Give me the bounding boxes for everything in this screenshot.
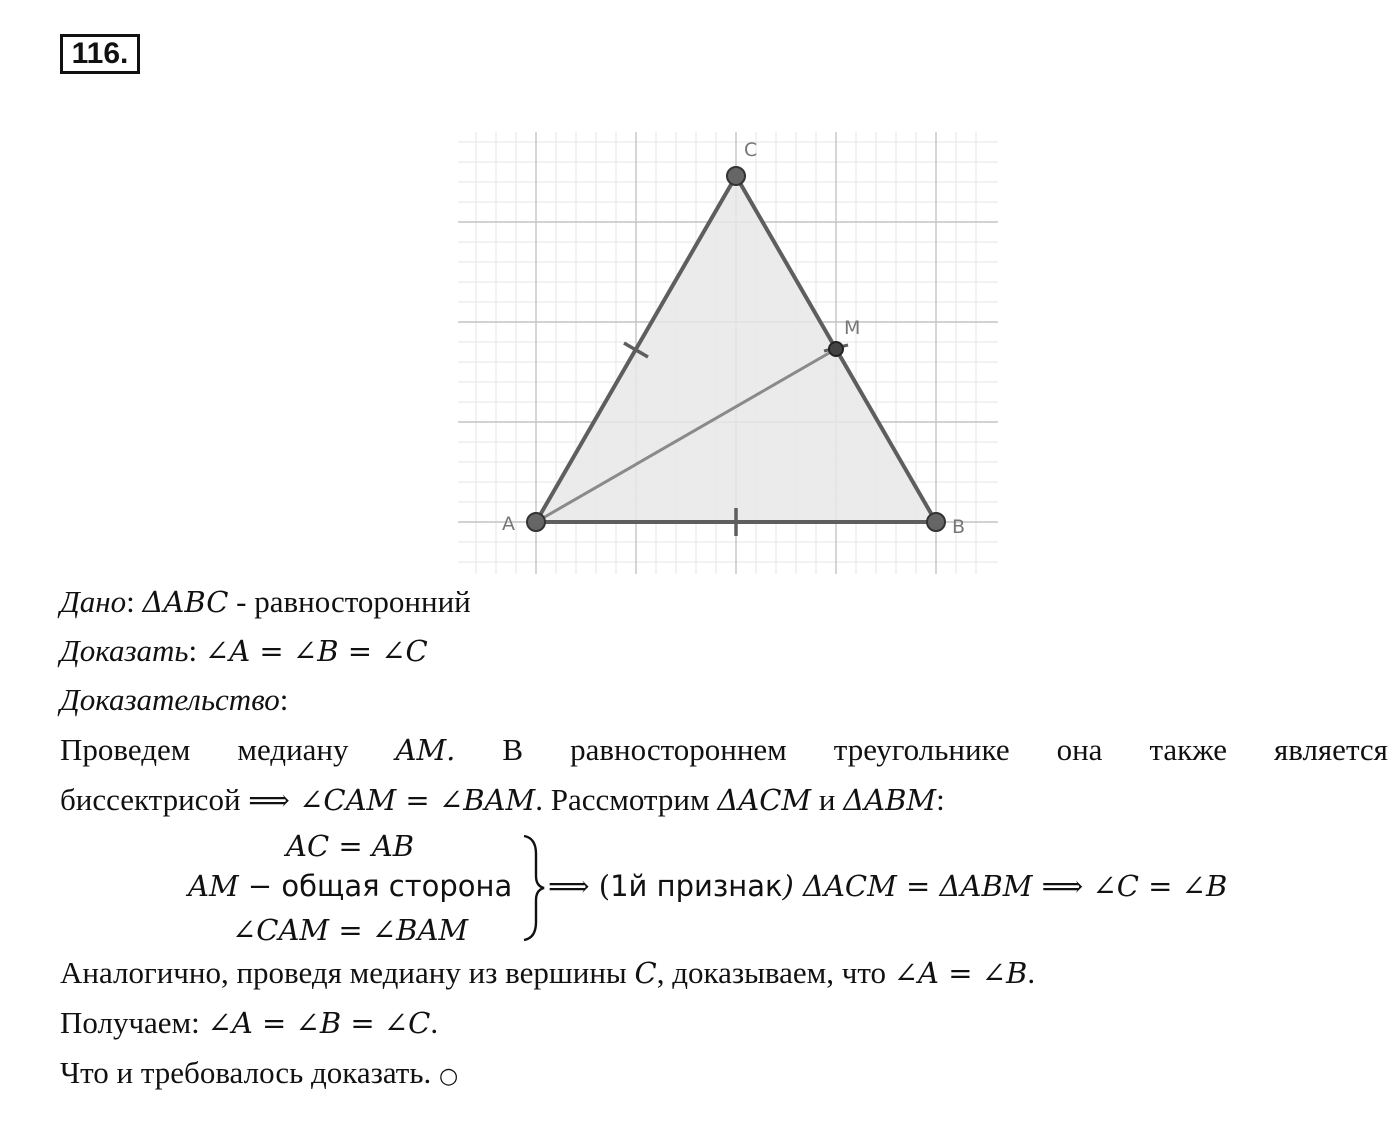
label-b: B — [952, 516, 966, 538]
prove-expr: ∠A = ∠B = ∠C — [204, 634, 428, 668]
label-a: A — [502, 513, 515, 535]
label-c: C — [744, 139, 758, 161]
problem-number: 116. — [60, 34, 140, 74]
qed-symbol: ○ — [439, 1064, 459, 1089]
system-row-1: AC = AB — [286, 829, 415, 863]
label-m: M — [844, 317, 861, 339]
system-row-2: AM − общая сторона — [188, 869, 513, 903]
proof-heading: Доказательство: — [60, 682, 289, 717]
given-label: Дано — [60, 584, 127, 619]
point-a — [527, 513, 545, 531]
result-line: Получаем: ∠A = ∠B = ∠C. — [60, 1005, 439, 1040]
point-b — [927, 513, 945, 531]
point-c — [727, 167, 745, 185]
system-row-3: ∠CAM = ∠BAM — [232, 913, 469, 947]
proof-paragraph-line2: биссектрисой ⟹ ∠CAM = ∠BAM. Рассмотрим ΔACM и ΔABM: — [60, 782, 945, 817]
qed-line — [60, 1053, 458, 1097]
system-conclusion: ⟹ (1й признак) ΔACM = ΔABM ⟹ ∠C = ∠B — [548, 869, 1228, 903]
given-expr: ΔABC — [142, 585, 229, 619]
prove-line: Доказать: ∠A = ∠B = ∠C — [60, 633, 428, 668]
proof-paragraph-line1: Проведем медиану AM. В равностороннем треугольнике она также является — [60, 732, 1388, 767]
qed-text: Что и требовалось доказать. — [60, 1055, 432, 1090]
given-text: - равносторонний — [228, 584, 471, 619]
given-line: Дано: ΔABC - равносторонний — [60, 584, 471, 619]
similar-line: Аналогично, проведя медиану из вершины C, доказываем, что ∠A = ∠B. — [60, 955, 1036, 990]
right-brace — [518, 832, 546, 944]
triangle-figure — [458, 132, 998, 574]
point-m — [829, 342, 843, 356]
proof-label: Доказательство — [60, 682, 280, 717]
prove-label: Доказать — [60, 633, 189, 668]
